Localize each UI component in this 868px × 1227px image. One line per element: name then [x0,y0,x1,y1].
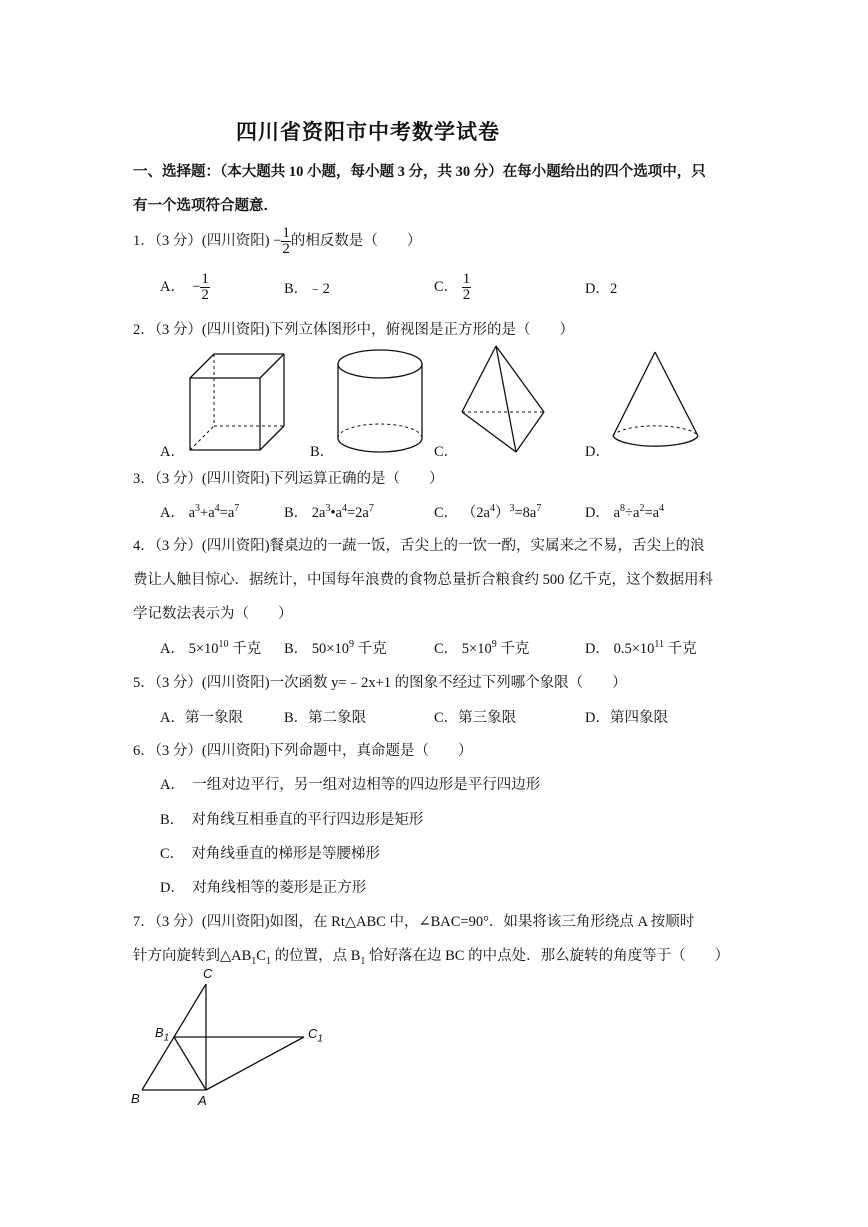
q4-option-b: B． $50\times 10^9$ 千克 [284,639,387,657]
question-5: 5．（3 分）(四川资阳)一次函数 y=﹣2x+1 的图象不经过下列哪个象限（ ） [133,675,627,691]
q6-option-d: D． 对角线相等的菱形是正方形 [160,880,367,896]
q1-option-a: A． − $\frac{1}{2}$ [160,271,209,303]
cube-figure [180,350,280,450]
q1-fraction: $\frac{1}{2}$ [282,225,290,257]
q3-option-c: C． $(2a^4)^3=8a^7$ [434,503,542,521]
q2-option-c: C． [434,444,459,460]
question-4-line2: 费让人触目惊心．据统计，中国每年浪费的食物总量折合粮食约 500 亿千克，这个数据用科 [133,572,713,588]
page-title: 四川省资阳市中考数学试卷 [236,119,500,144]
q5-option-b: B．第二象限 [284,710,367,726]
q3-option-a: A． $a^3+a^4=a^7$ [160,503,240,521]
pyramid-figure [460,346,550,456]
q1-prefix: 1．（3 分）(四川资阳) [133,232,274,249]
label-c1: $C_1$ [308,1026,323,1045]
question-4-line3: 学记数法表示为（ ） [133,606,293,622]
q6-option-b: B． 对角线互相垂直的平行四边形是矩形 [160,812,424,828]
q4-option-d: D． $0.5\times 10^{11}$ 千克 [585,639,697,657]
section-heading-line1: 一、选择题：（本大题共 10 小题，每小题 3 分，共 30 分）在每小题给出的四个选项中，只 [133,164,706,180]
label-c: C [203,966,213,981]
q3-option-b: B． $2a^3•a^4=2a^7$ [284,503,374,521]
q2-option-d: D． [585,444,610,460]
label-b: B [131,1091,140,1106]
q2-option-b: B． [310,444,335,460]
q6-option-a: A． 一组对边平行，另一组对边相等的四边形是平行四边形 [160,777,541,793]
cylinder-figure [334,348,426,452]
question-1 [133,226,421,257]
q1-option-b: B．﹣2 [284,281,330,297]
question-6: 6．（3 分）(四川资阳)下列命题中，真命题是（ ） [133,743,473,759]
q4-option-a: A． $5\times 10^{10}$ 千克 [160,639,262,657]
q5-option-d: D．第四象限 [585,710,668,726]
question-4-line1: 4．（3 分）(四川资阳)餐桌边的一蔬一饭，舌尖上的一饮一酌，实属来之不易，舌尖上的浪 [133,538,705,554]
cone-figure [610,348,702,448]
q5-option-a: A．第一象限 [160,710,243,726]
q1-option-d: D．2 [585,281,618,297]
q1-suffix: 的相反数是（ ） [290,232,422,249]
q4-option-c: C． $5\times 10^9$ 千克 [434,639,530,657]
label-a: A [198,1093,207,1108]
q1-sign: − [273,232,282,249]
question-2: 2．（3 分）(四川资阳)下列立体图形中，俯视图是正方形的是（ ） [133,322,575,338]
q3-option-d: D． $a^8\div a^2=a^4$ [585,503,665,521]
q1-option-c: C． $\frac{1}{2}$ [434,271,471,303]
label-b1: $B_1$ [155,1025,170,1044]
section-heading-line2: 有一个选项符合题意． [133,198,278,214]
question-3: 3．（3 分）(四川资阳)下列运算正确的是（ ） [133,471,444,487]
q6-option-c: C． 对角线垂直的梯形是等腰梯形 [160,846,380,862]
q2-option-a: A． [160,444,185,460]
q5-option-c: C．第三象限 [434,710,517,726]
question-7-line2: 针方向旋转到$\triangle AB_1C_1$ 的位置，点 $B_1$ 恰好落在边 BC 的中点处．那么旋转的角度等于（ ） [133,948,730,967]
question-7-line1: 7．（3 分）(四川资阳)如图，在 Rt△ABC 中，∠BAC=90°．如果将该三角形绕点 A 按顺时 [133,914,695,930]
